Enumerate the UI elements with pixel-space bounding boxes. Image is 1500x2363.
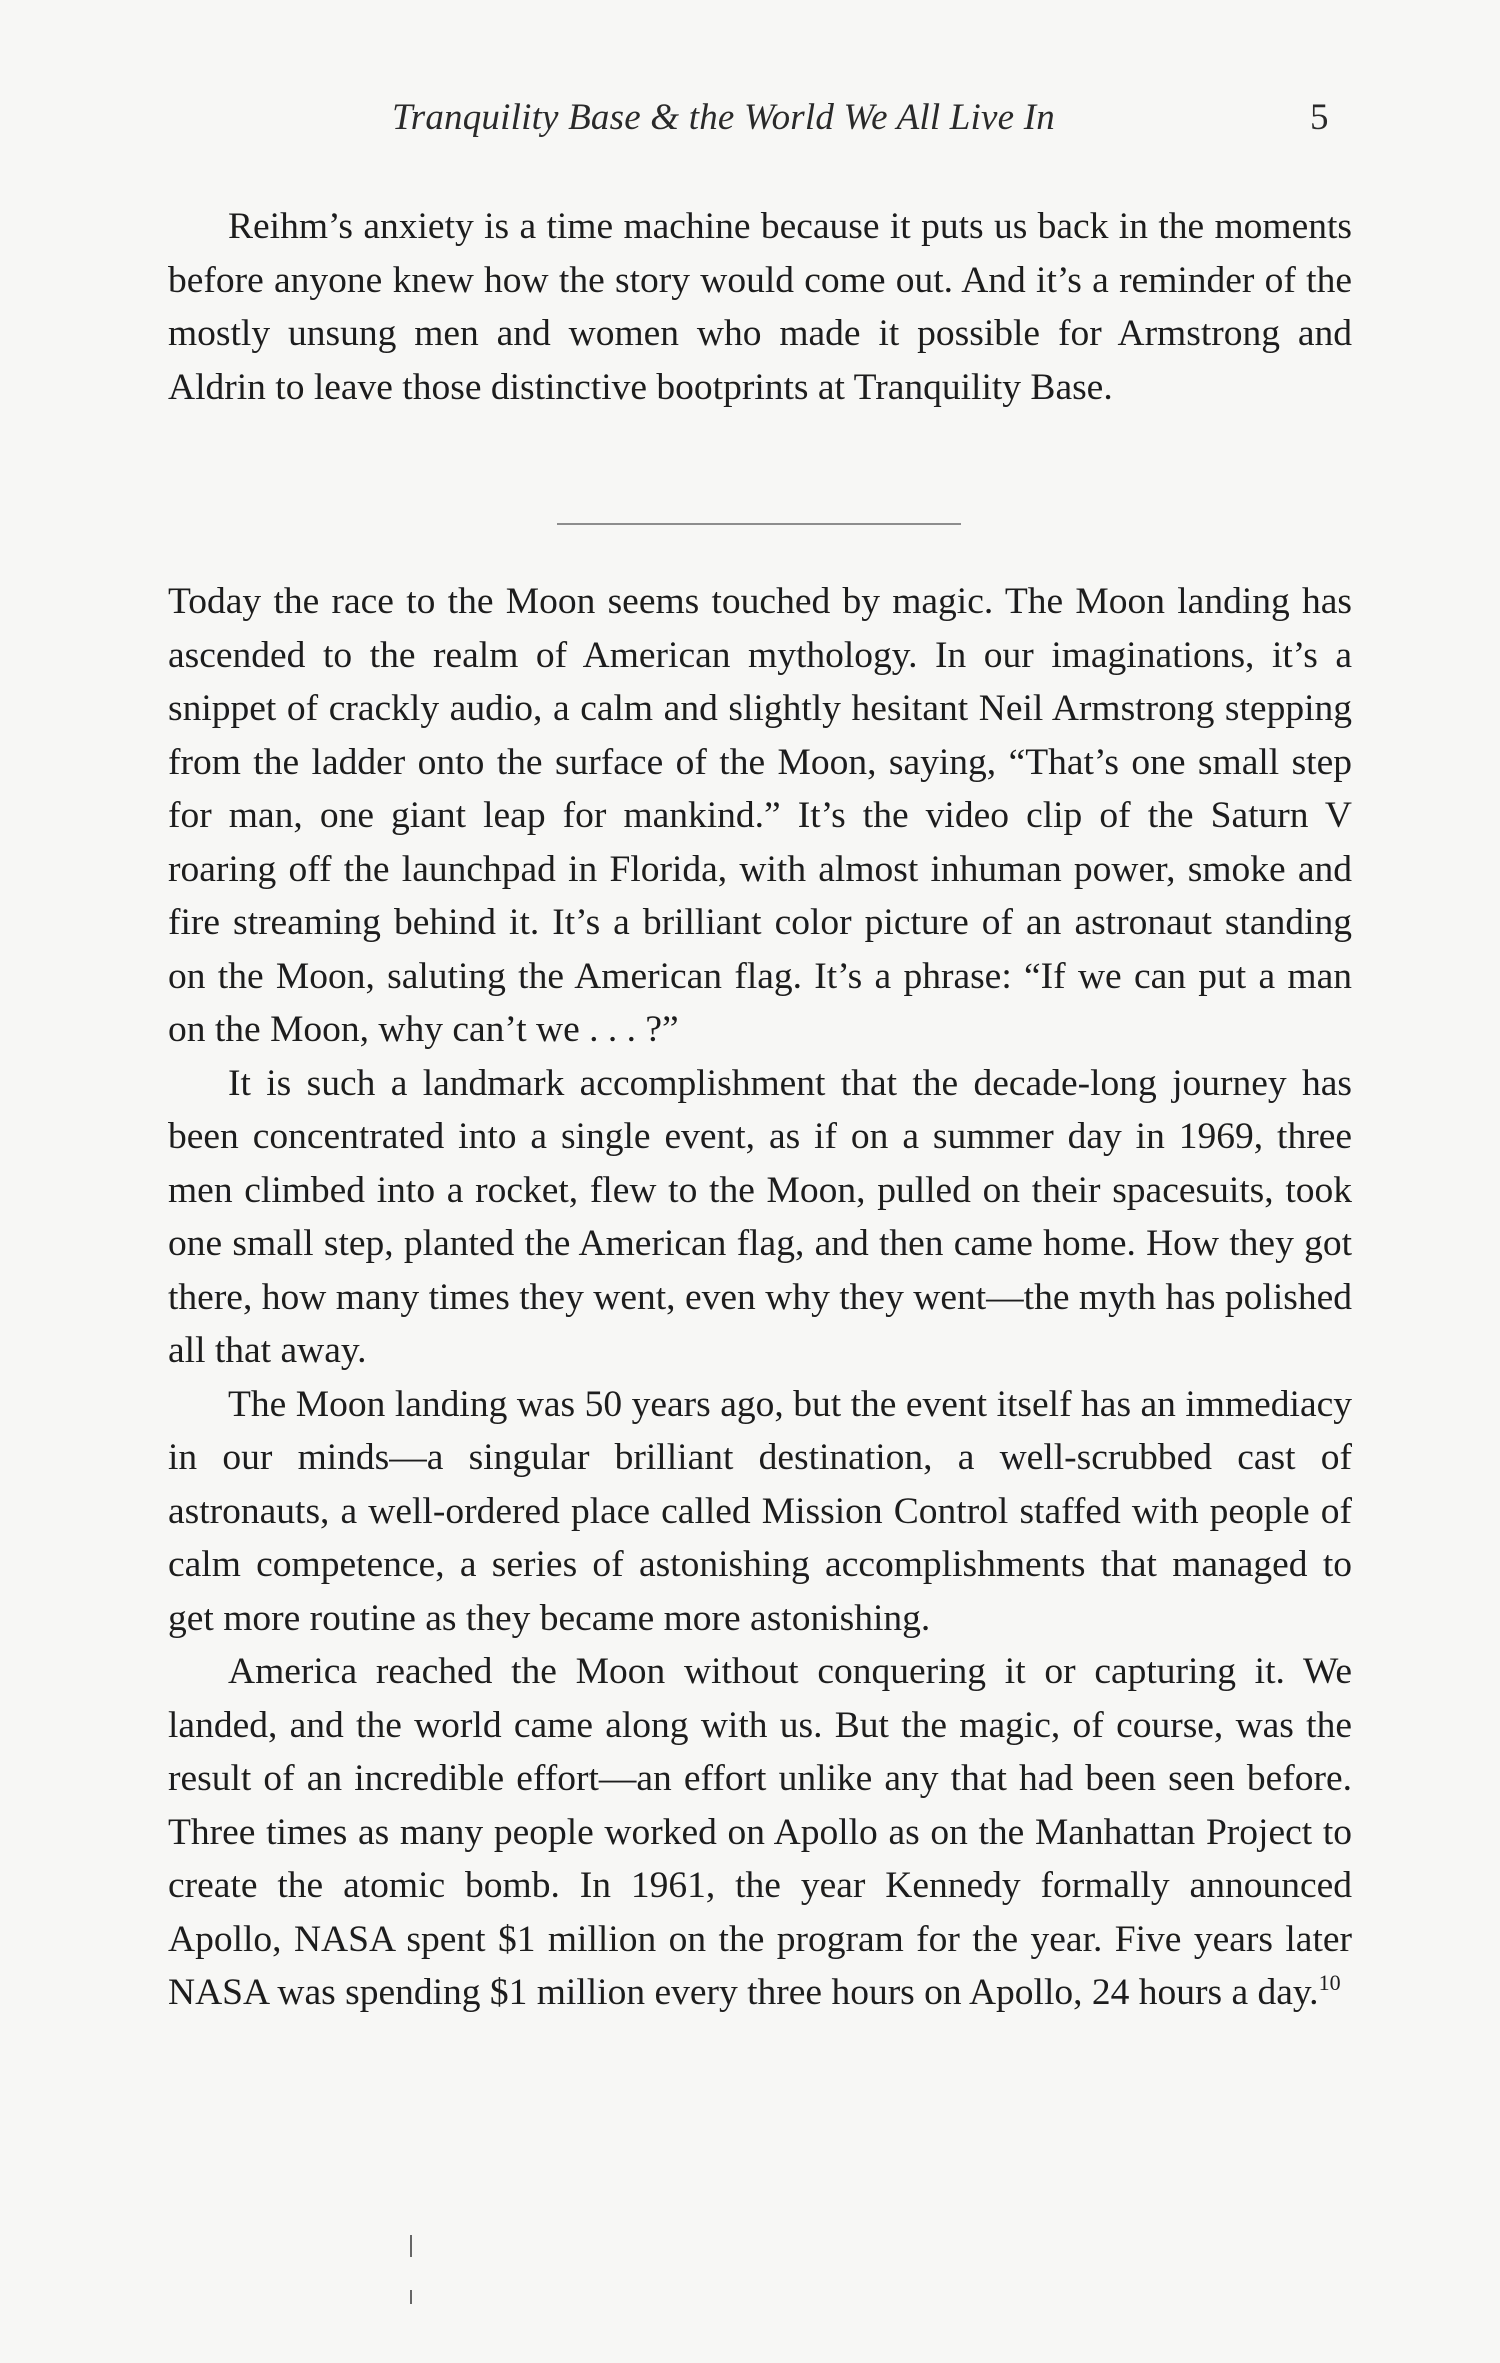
section-break-rule [557,523,961,525]
section-1-text [168,200,1352,414]
paragraph: It is such a landmark accomplishment that the decade-long journey has been concentrated into a single event, as if on a summer day in 1969, three men climbed into a rocket, flew to the Moon, pulled on their spacesuits, took one small step, planted the American flag, and then came home. How they got there, how many times they went, even why they went—the myth has polished all that away. [168,1062,1352,1371]
page-number: 5 [1310,97,1329,138]
footnote-reference: 10 [1318,1970,1341,1995]
paragraph: Today the race to the Moon seems touched by magic. The Moon landing has ascended to the realm of American mythology. In our imaginations, it’s a snippet of crackly audio, a calm and slightly hesitant Neil Armstrong stepping from the ladder onto the surface of the Moon, saying, “That’s one small step for man, one giant leap for mankind.” It’s the video clip of the Saturn V roaring off the launchpad in Florida, with almost inhuman power, smoke and fire streaming behind it. It’s a brilliant color picture of an astronaut standing on the Moon, saluting the American flag. It’s a phrase: “If we can put a man on the Moon, why can’t we . . . ?” [168,581,1352,1050]
paragraph: The Moon landing was 50 years ago, but the event itself has an immediacy in our minds—a singular brilliant destination, a well-scrubbed cast of astronauts, a well-ordered place called Mission Control staffed with people of calm competence, a series of astonishing accomplishments that managed to get more routine as they became more astonishing. [168,1383,1352,1639]
section-2-text [168,575,1352,2020]
paragraph: Reihm’s anxiety is a time machine because it puts us back in the moments before anyone knew how the story would come out. And it’s a reminder of the mostly unsung men and women who made it possible for Armstrong and Aldrin to leave those distinctive bootprints at Tranquility Base. [168,206,1352,408]
paragraph-text: America reached the Moon without conquering it or capturing it. We landed, and the world came along with us. But the magic, of course, was the result of an incredible effort—an effort unlike any that had been seen before. Three times as many people worked on Apollo as on the Manhattan Project to create the atomic bomb. In 1961, the year Kennedy formally announced Apollo, NASA spent $1 million on the program for the year. Five years later NASA was spending $1 million every three hours on Apollo, 24 hours a day. [168,1651,1352,2013]
scan-mark [410,2290,412,2304]
paragraph-with-footnote [168,1645,1352,2020]
scan-mark [410,2235,412,2257]
running-head-title: Tranquility Base & the World We All Live In [392,97,1055,138]
